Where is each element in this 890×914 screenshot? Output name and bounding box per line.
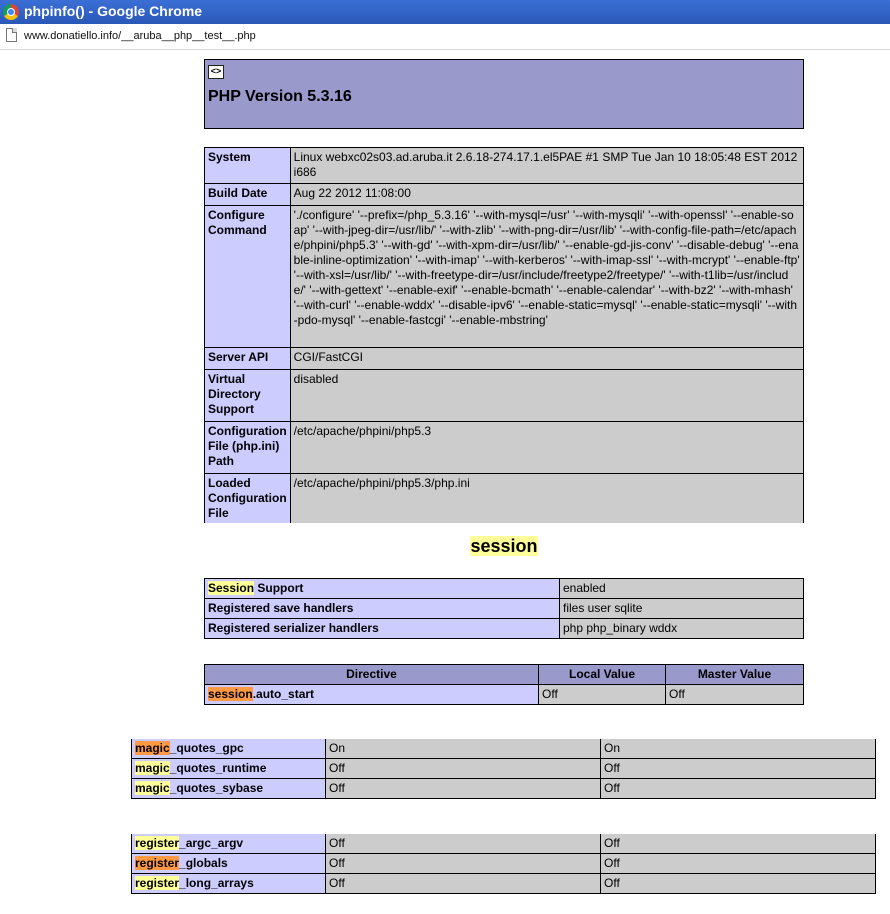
row-local-value: Off	[326, 779, 601, 799]
table-row	[132, 834, 876, 854]
column-header-local: Local Value	[539, 665, 666, 685]
row-master-value: Off	[601, 834, 876, 854]
row-value: CGI/FastCGI	[290, 348, 803, 370]
row-key: Configure Command	[205, 206, 291, 348]
session-directive-table	[204, 664, 804, 705]
row-key: magic_quotes_runtime	[132, 759, 326, 779]
php-version-header	[204, 59, 804, 129]
column-header-master: Master Value	[666, 665, 804, 685]
table-row	[205, 422, 804, 474]
row-local-value: Off	[326, 834, 601, 854]
row-key: Loaded Configuration File	[205, 474, 291, 526]
row-master-value: Off	[601, 779, 876, 799]
row-value: enabled	[560, 579, 804, 599]
page-icon	[6, 28, 17, 42]
table-row	[205, 348, 804, 370]
row-key: register_argc_argv	[132, 834, 326, 854]
table-row	[132, 759, 876, 779]
table-row	[205, 619, 804, 639]
row-key: Configuration File (php.ini) Path	[205, 422, 291, 474]
table-row	[132, 739, 876, 759]
row-key: register_long_arrays	[132, 874, 326, 894]
row-key: magic_quotes_gpc	[132, 739, 326, 759]
row-master-value: Off	[666, 685, 804, 705]
system-info-table	[204, 147, 804, 526]
php-logo-icon[interactable]: <>	[208, 65, 224, 79]
row-local-value: Off	[539, 685, 666, 705]
page-content	[0, 50, 890, 914]
row-key: Build Date	[205, 184, 291, 206]
row-local-value: Off	[326, 759, 601, 779]
row-key: System	[205, 148, 291, 184]
table-header-row	[205, 665, 804, 685]
row-master-value: On	[601, 739, 876, 759]
clip-overlay	[200, 523, 810, 535]
table-row	[205, 184, 804, 206]
page-title: PHP Version 5.3.16	[208, 88, 352, 105]
table-row	[132, 874, 876, 894]
row-key: session.auto_start	[205, 685, 539, 705]
address-bar[interactable]	[0, 24, 890, 50]
row-key: Registered serializer handlers	[205, 619, 560, 639]
row-value: files user sqlite	[560, 599, 804, 619]
row-key: Session Support	[205, 579, 560, 599]
row-local-value: Off	[326, 874, 601, 894]
clip-overlay	[126, 829, 886, 834]
table-row	[205, 370, 804, 422]
magic-quotes-table	[131, 738, 876, 799]
session-support-table	[204, 578, 804, 639]
row-local-value: On	[326, 739, 601, 759]
table-row	[132, 854, 876, 874]
row-key: magic_quotes_sybase	[132, 779, 326, 799]
table-row	[205, 579, 804, 599]
row-key: Registered save handlers	[205, 599, 560, 619]
row-value: /etc/apache/phpini/php5.3	[290, 422, 803, 474]
chrome-logo-icon	[3, 4, 19, 20]
row-master-value: Off	[601, 759, 876, 779]
row-value: /etc/apache/phpini/php5.3/php.ini	[290, 474, 803, 526]
row-master-value: Off	[601, 854, 876, 874]
row-key: register_globals	[132, 854, 326, 874]
window-titlebar	[0, 0, 890, 24]
table-row	[205, 206, 804, 348]
row-value: php php_binary wddx	[560, 619, 804, 639]
table-row	[205, 474, 804, 526]
row-key: Virtual Directory Support	[205, 370, 291, 422]
register-table	[131, 833, 876, 894]
row-local-value: Off	[326, 854, 601, 874]
row-value: Linux webxc02s03.ad.aruba.it 2.6.18-274.17.1.el5PAE #1 SMP Tue Jan 10 18:05:48 EST 2012 i686	[290, 148, 803, 184]
clip-overlay	[200, 708, 810, 716]
section-title-session[interactable]: session	[470, 536, 538, 556]
table-row	[132, 779, 876, 799]
table-row	[205, 685, 804, 705]
row-value: Aug 22 2012 11:08:00	[290, 184, 803, 206]
row-value: disabled	[290, 370, 803, 422]
column-header-directive: Directive	[205, 665, 539, 685]
row-master-value: Off	[601, 874, 876, 894]
window-title: phpinfo() - Google Chrome	[24, 3, 203, 19]
row-value: './configure' '--prefix=/php_5.3.16' '--with-mysql=/usr' '--with-mysqli' '--with-openssl' '--enable-soap' '--with-jpeg-dir=/usr/lib/' '--with-zlib' '--with-png-dir=/usr/lib' '--with-config-file-path=/etc/apache/phpini/php5.3' '--with-gd' '--with-xpm-dir=/usr/lib/' '--enable-gd-jis-conv' '--disable-debug' '--enable-inline-optimization' '--with-imap' '--with-kerberos' '--with-imap-ssl' '--with-mcrypt' '--enable-ftp' '--with-xsl=/usr/lib/' '--with-freetype-dir=/usr/include/freetype2/freetype/' '--with-t1lib=/usr/include/' '--with-gettext' '--enable-exif' '--enable-bcmath' '--enable-calendar' '--with-bz2' '--with-mhash' '--with-curl' '--enable-wddx' '--disable-ipv6' '--enable-static=mysql' '--enable-static=mysqli' '--with-pdo-mysql' '--enable-fastcgi' '--enable-mbstring'	[290, 206, 803, 348]
row-key: Server API	[205, 348, 291, 370]
url-text[interactable]: www.donatiello.info/__aruba__php__test__.php	[24, 30, 256, 42]
table-row	[205, 148, 804, 184]
clip-overlay	[126, 734, 886, 739]
table-row	[205, 599, 804, 619]
